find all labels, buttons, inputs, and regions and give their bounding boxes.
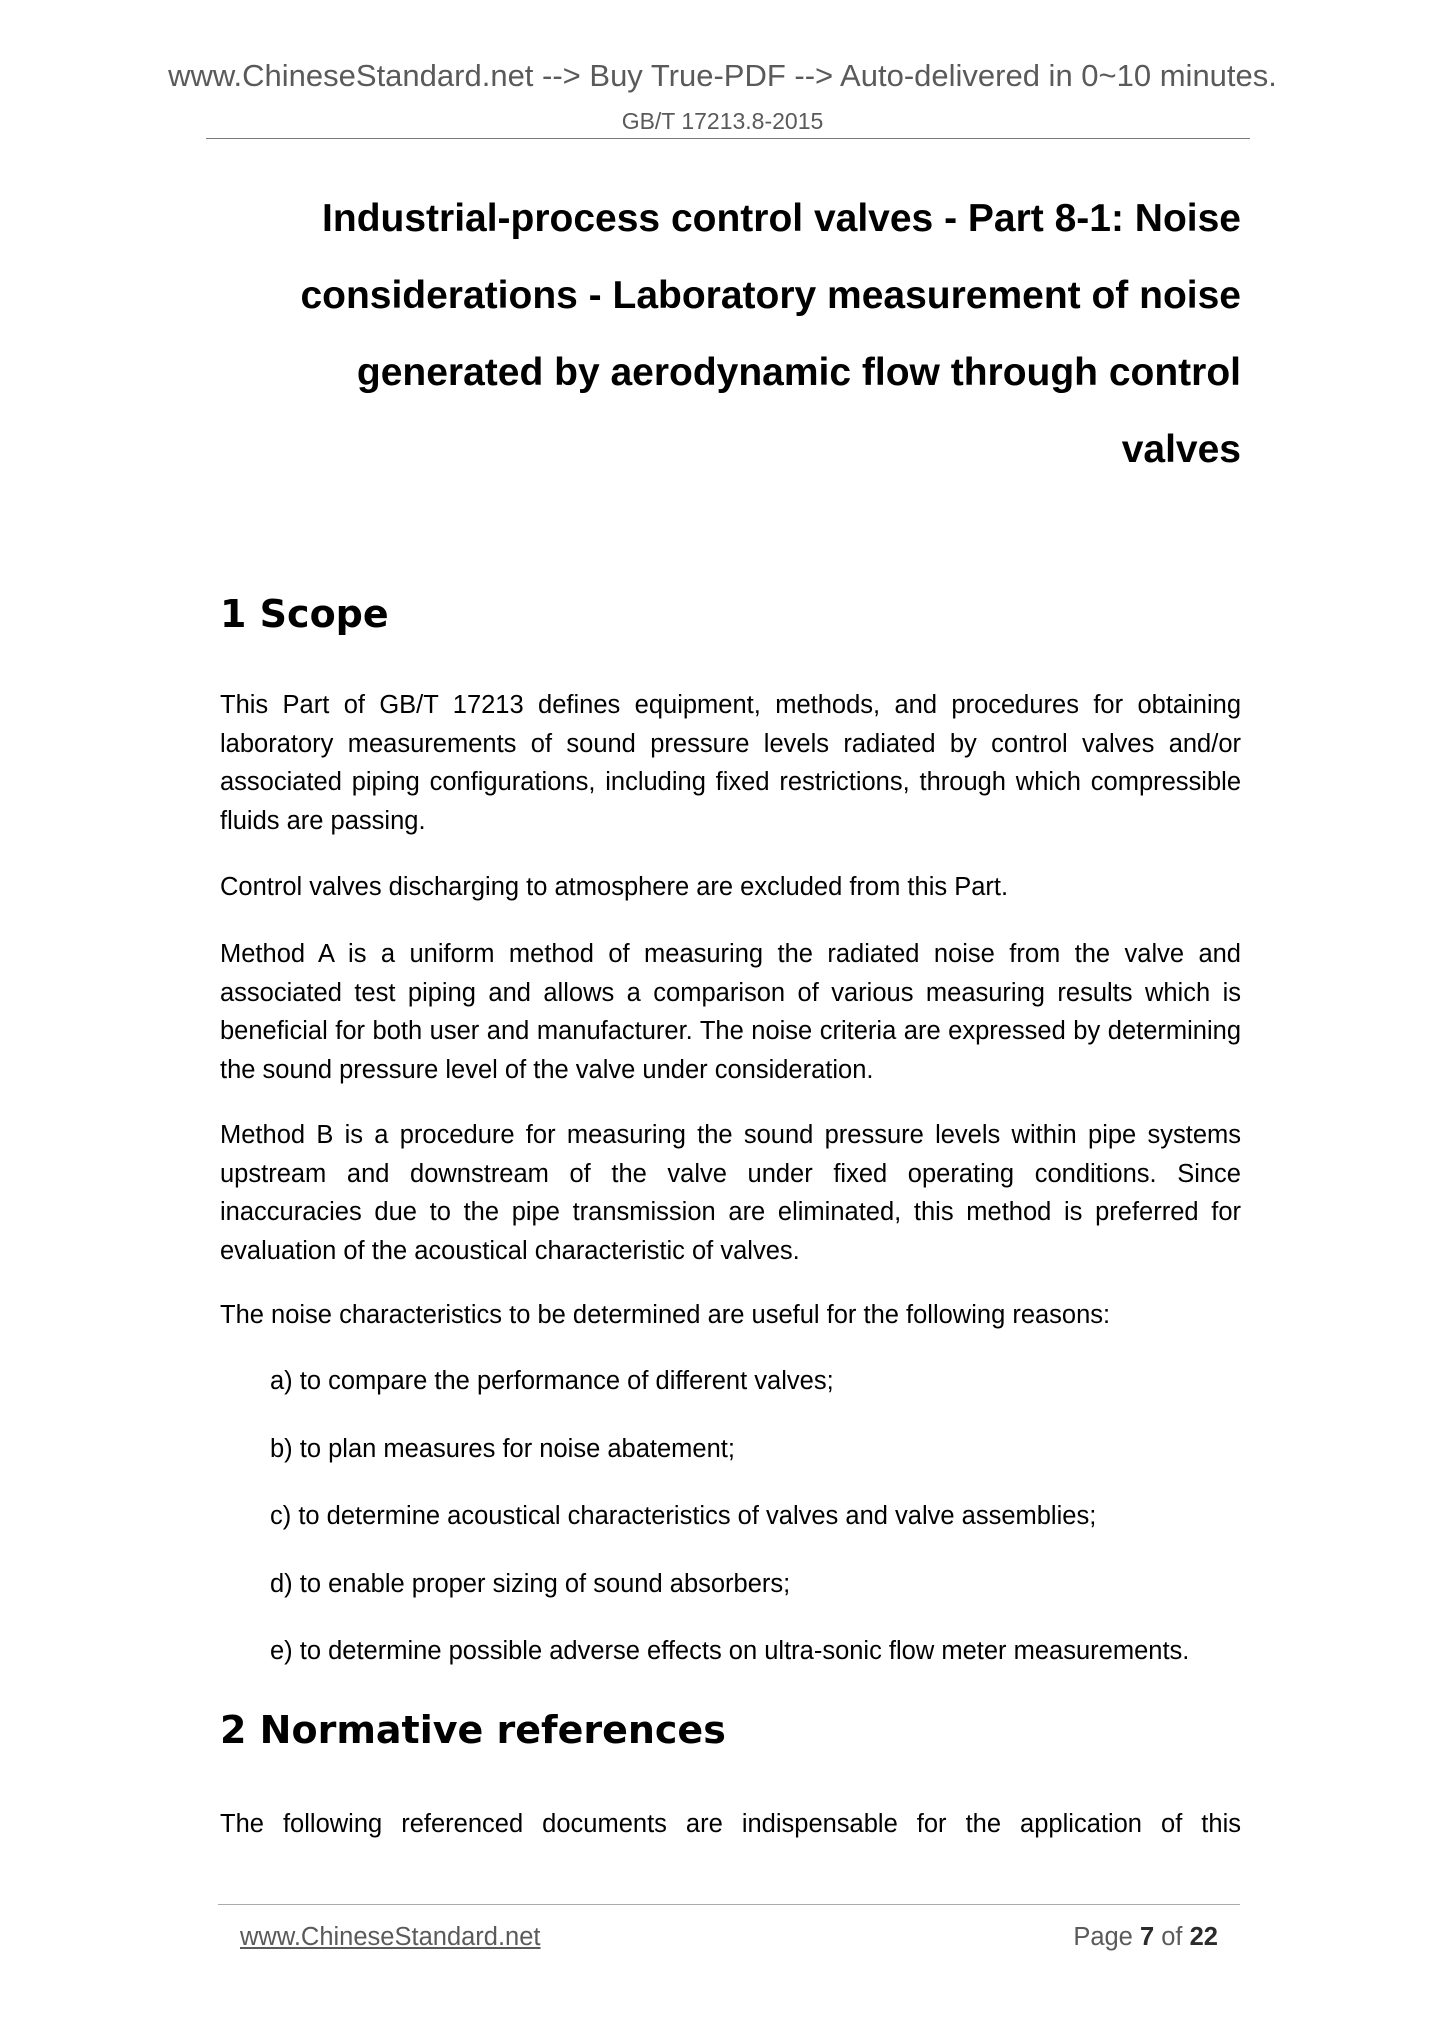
list-item: b) to plan measures for noise abatement;: [270, 1434, 735, 1463]
list-item: d) to enable proper sizing of sound absorbers;: [270, 1569, 791, 1598]
page-current: 7: [1139, 1923, 1155, 1951]
scope-paragraph-method-b: Method B is a procedure for measuring the sound pressure levels within pipe systems upstream and downstream of the valve under fixed operating conditions. Since inaccuracies due to the pipe transmission are eliminated, this method is preferred for evaluation of the acoustical characteristic of valves.: [220, 1121, 1241, 1265]
list-item: e) to determine possible adverse effects on ultra-sonic flow meter measurements.: [270, 1637, 1190, 1665]
footer-divider: [218, 1904, 1240, 1905]
title-line: valves: [1121, 428, 1241, 471]
footer-website-link[interactable]: www.ChineseStandard.net: [240, 1923, 541, 1951]
header-divider: [206, 138, 1250, 139]
page-label: Page: [1073, 1923, 1133, 1951]
reasons-list: [270, 1362, 1250, 1700]
scope-paragraph-method-a: Method A is a uniform method of measuring the radiated noise from the valve and associated test piping and allows a comparison of various measuring results which is beneficial for both user and manufacturer. The noise criteria are expressed by determining the sound pressure level of the valve under consideration.: [220, 940, 1241, 1084]
scope-paragraph-reasons: The noise characteristics to be determined are useful for the following reasons:: [220, 1301, 1111, 1329]
scope-paragraph-1: This Part of GB/T 17213 defines equipment, methods, and procedures for obtaining laboratory measurements of sound pressure levels radiated by control valves and/or associated piping configurations, including fixed restrictions, through which compressible fluids are passing.: [220, 691, 1241, 835]
section-heading-scope: 1 Scope: [220, 592, 389, 636]
scope-paragraph-2: Control valves discharging to atmosphere are excluded from this Part.: [220, 873, 1009, 901]
normative-references-paragraph: The following referenced documents are indispensable for the application of this: [220, 1810, 1241, 1838]
list-item: c) to determine acoustical characteristics of valves and valve assemblies;: [270, 1502, 1097, 1530]
page-total: 22: [1189, 1923, 1218, 1951]
title-line: Industrial-process control valves - Part 8-1: Noise: [322, 197, 1241, 240]
header-standard-number: GB/T 17213.8-2015: [621, 108, 824, 134]
list-item: a) to compare the performance of different valves;: [270, 1367, 834, 1395]
header-banner: www.ChineseStandard.net --> Buy True-PDF --> Auto-delivered in 0~10 minutes.: [168, 58, 1277, 93]
footer-page-number: [900, 1923, 1218, 1952]
title-line: generated by aerodynamic flow through control: [356, 351, 1241, 394]
document-title: [220, 180, 1241, 488]
page-of: of: [1161, 1923, 1183, 1951]
title-line: considerations - Laboratory measurement of noise: [300, 274, 1241, 317]
section-heading-normative-references: 2 Normative references: [220, 1708, 726, 1752]
